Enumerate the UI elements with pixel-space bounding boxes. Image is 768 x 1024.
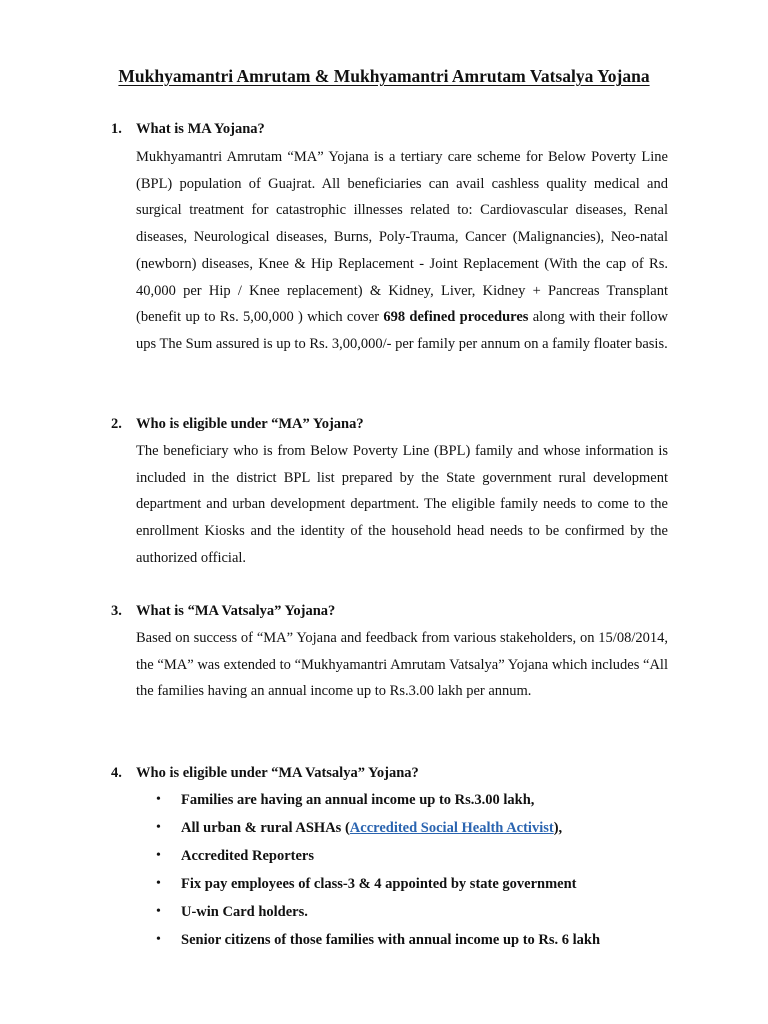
section-4-heading [111, 765, 419, 782]
bullet-icon: • [156, 904, 161, 919]
section-3-number: 3. [111, 603, 122, 619]
bullet-icon: • [156, 820, 161, 835]
list-item: • Accredited Reporters [156, 848, 314, 864]
list-item: • U-win Card holders. [156, 904, 308, 920]
bullet-icon: • [156, 932, 161, 947]
section-2-heading [111, 416, 364, 433]
section-1-body: Mukhyamantri Amrutam “MA” Yojana is a tertiary care scheme for Below Poverty Line (BPL) population of Guajrat. All beneficiaries can avail cashless quality medical and surgical treatment for catastrophic illnesses related to: Cardiovascular diseases, Renal diseases, Neurological diseases, Burns, Poly-Trauma, Cancer (Malignancies), Neo-natal (newborn) diseases, Knee & Hip Replacement - Joint Replacement (With the cap of Rs. 40,000 per Hip / Knee replacement) & Kidney, Liver, Kidney + Pancreas Transplant (benefit up to Rs. 5,00,000 ) which cover 698 defined procedures along with their follow ups The Sum assured is up to Rs. 3,00,000/- per family per annum on a family floater basis. [136, 149, 669, 352]
list-item: • Families are having an annual income up to Rs.3.00 lakh, [156, 792, 535, 808]
eligibility-list [156, 790, 600, 958]
page-title: Mukhyamantri Amrutam & Mukhyamantri Amrutam Vatsalya Yojana [118, 66, 650, 86]
section-2-heading-text: Who is eligible under “MA” Yojana? [136, 416, 364, 432]
section-2-number: 2. [111, 416, 122, 432]
section-3-heading [111, 603, 335, 620]
section-1-number: 1. [111, 121, 122, 137]
section-4-number: 4. [111, 765, 122, 781]
procedures-count: 698 defined procedures [383, 309, 529, 326]
section-1-heading-text: What is MA Yojana? [136, 121, 265, 137]
section-3-body: Based on success of “MA” Yojana and feedback from various stakeholders, on 15/08/2014, the “MA” was extended to “Mukhyamantri Amrutam Vatsalya” Yojana which includes “All the families having an annual income up to Rs.3.00 lakh per annum. [136, 630, 668, 700]
bullet-icon: • [156, 792, 161, 807]
list-item: • Fix pay employees of class-3 & 4 appointed by state government [156, 876, 577, 892]
section-4-heading-text: Who is eligible under “MA Vatsalya” Yojana? [136, 765, 419, 781]
bullet-icon: • [156, 876, 161, 891]
asha-link[interactable]: Accredited Social Health Activist [349, 820, 554, 836]
list-item: • Senior citizens of those families with annual income up to Rs. 6 lakh [156, 932, 601, 948]
section-1-heading [111, 121, 265, 138]
section-3-heading-text: What is “MA Vatsalya” Yojana? [136, 603, 336, 619]
bullet-icon: • [156, 848, 161, 863]
list-item: • All urban & rural ASHAs (Accredited Social Health Activist), [156, 820, 563, 836]
section-2-body: The beneficiary who is from Below Poverty Line (BPL) family and whose information is included in the district BPL list prepared by the State government rural development department and urban development department. The eligible family needs to come to the enrollment Kiosks and the identity of the household head needs to be confirmed by the authorized official. [136, 443, 668, 566]
